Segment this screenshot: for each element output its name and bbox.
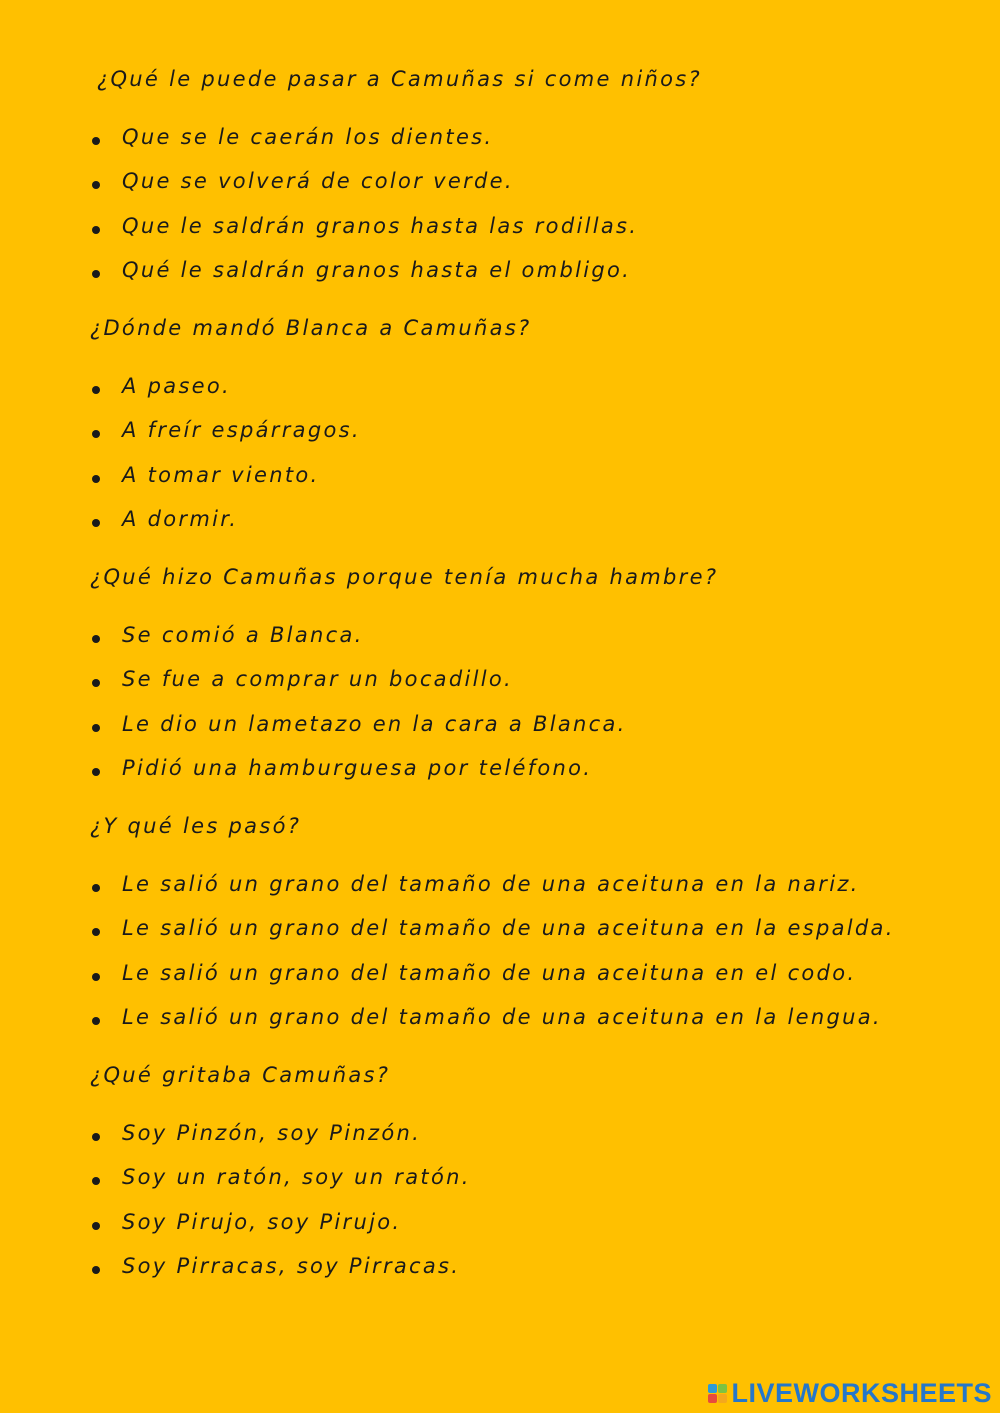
bullet-icon: [92, 430, 100, 438]
bullet-icon: [92, 928, 100, 936]
bullet-icon: [92, 181, 100, 189]
answer-option-text: Que se volverá de color verde.: [122, 169, 514, 194]
bullet-icon: [92, 724, 100, 732]
answer-option-text: Le salió un grano del tamaño de una aceituna en la lengua.: [122, 1004, 882, 1029]
logo-text: LIVEWORKSHEETS: [731, 1378, 992, 1408]
bullet-icon: [92, 973, 100, 981]
answer-option-text: Le salió un grano del tamaño de una aceituna en la espalda.: [122, 916, 895, 941]
answer-option-text: A paseo.: [122, 374, 232, 398]
answer-option-text: Que le saldrán granos hasta las rodillas.: [122, 213, 639, 238]
bullet-icon: [92, 519, 100, 527]
answer-option-text: Qué le saldrán granos hasta el ombligo.: [122, 257, 632, 282]
answer-option-text: Soy Pirujo, soy Pirujo.: [122, 1209, 402, 1234]
question-4: ¿Y qué les pasó?: [90, 814, 302, 838]
bullet-icon: [92, 1017, 100, 1025]
bullet-icon: [92, 884, 100, 892]
bullet-icon: [92, 386, 100, 394]
answer-option-text: A dormir.: [122, 506, 239, 531]
liveworksheets-logo[interactable]: [708, 1379, 992, 1407]
liveworksheets-logo-icon: [708, 1384, 727, 1403]
bullet-icon: [92, 1222, 100, 1230]
bullet-icon: [92, 475, 100, 483]
question-5: ¿Qué gritaba Camuñas?: [90, 1063, 391, 1087]
question-1: ¿Qué le puede pasar a Camuñas si come niños?: [97, 67, 702, 91]
bullet-icon: [92, 768, 100, 776]
bullet-icon: [92, 635, 100, 643]
question-2: ¿Dónde mandó Blanca a Camuñas?: [90, 316, 532, 340]
bullet-icon: [92, 1177, 100, 1185]
answer-option-text: Se fue a comprar un bocadillo.: [122, 667, 514, 692]
bullet-icon: [92, 1133, 100, 1141]
answer-option-text: A tomar viento.: [122, 462, 320, 487]
answer-option-text: Soy un ratón, soy un ratón.: [122, 1165, 471, 1190]
bullet-icon: [92, 226, 100, 234]
answer-option-text: Pidió una hamburguesa por teléfono.: [122, 755, 593, 780]
answer-option-text: Que se le caerán los dientes.: [122, 125, 494, 149]
answer-option-text: Le dio un lametazo en la cara a Blanca.: [122, 711, 627, 736]
bullet-icon: [92, 1266, 100, 1274]
bullet-icon: [92, 679, 100, 687]
answer-option-text: Le salió un grano del tamaño de una aceituna en el codo.: [122, 960, 857, 985]
answer-option-text: A freír espárragos.: [122, 418, 361, 443]
bullet-icon: [92, 137, 100, 145]
answer-option-text: Soy Pinzón, soy Pinzón.: [122, 1121, 422, 1145]
answer-option-text: Le salió un grano del tamaño de una aceituna en la nariz.: [122, 872, 860, 896]
answer-option-text: Soy Pirracas, soy Pirracas.: [122, 1253, 461, 1278]
answer-option-text: Se comió a Blanca.: [122, 623, 364, 647]
bullet-icon: [92, 270, 100, 278]
question-3: ¿Qué hizo Camuñas porque tenía mucha hambre?: [90, 565, 719, 589]
